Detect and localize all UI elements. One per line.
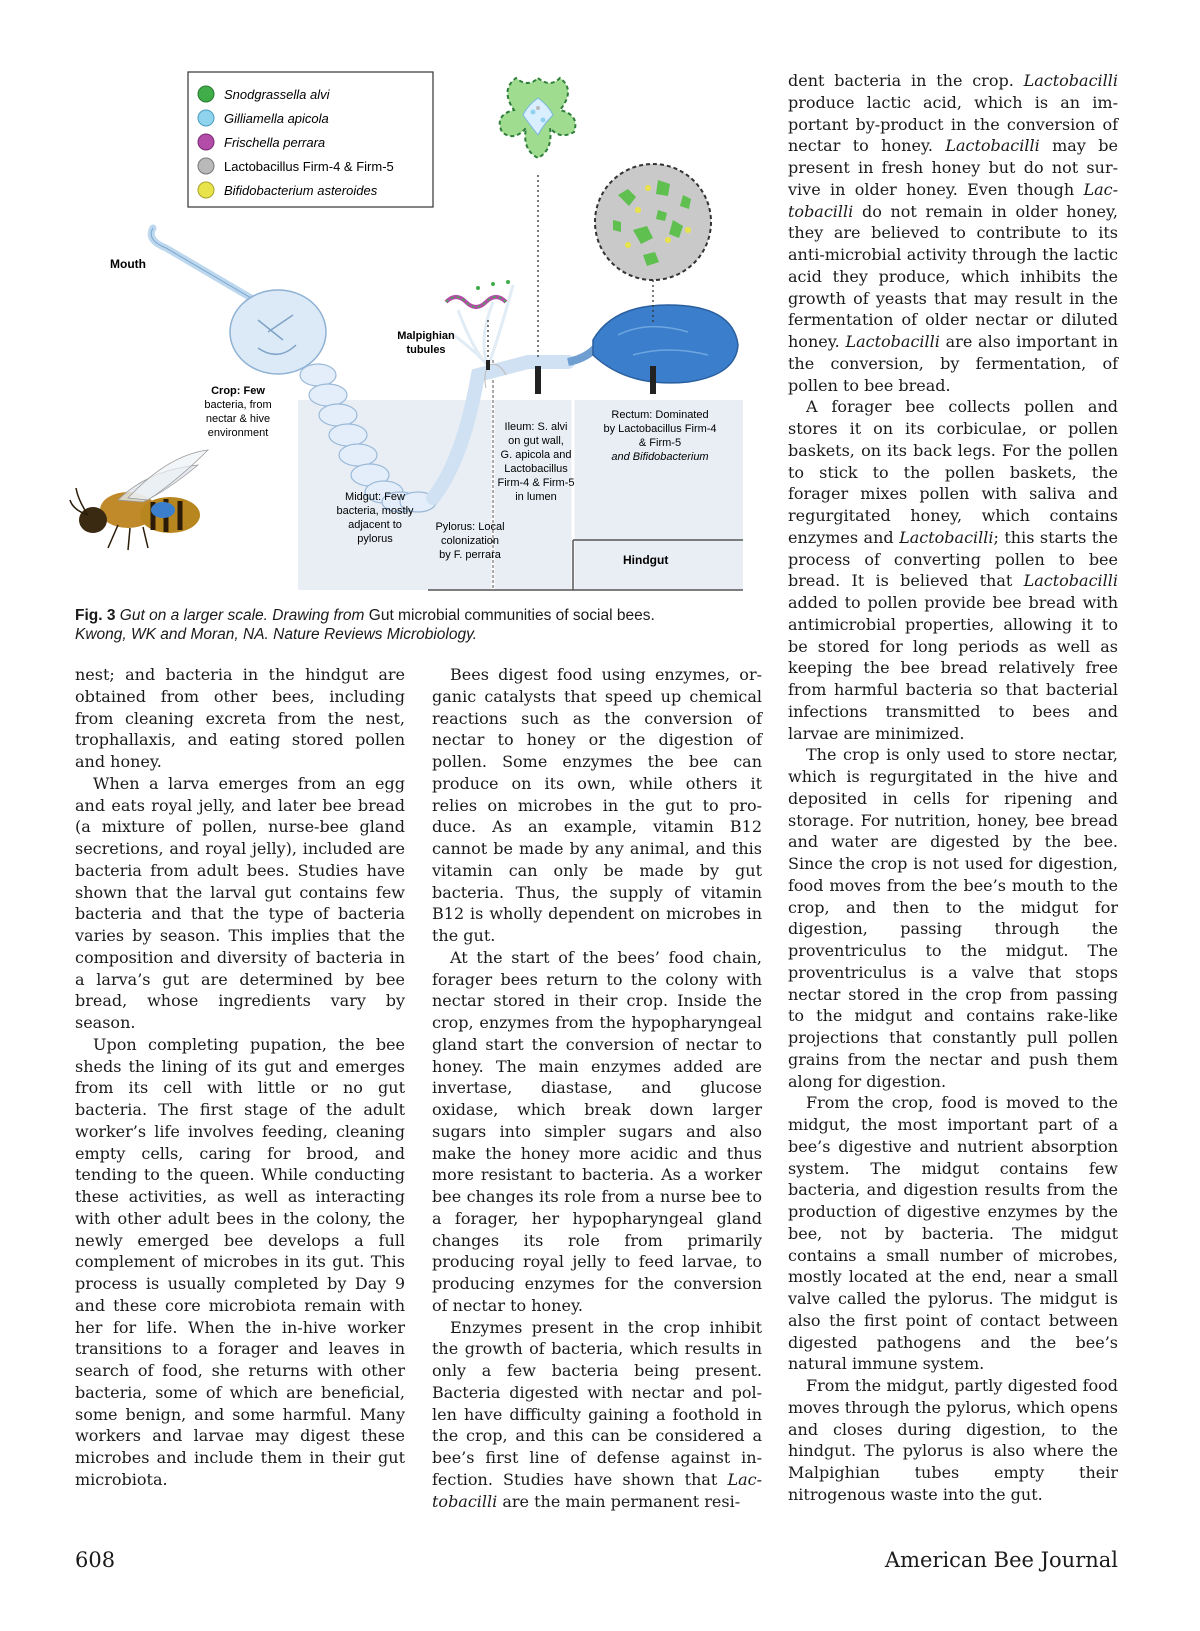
svg-text:bacteria, mostly: bacteria, mostly	[336, 505, 414, 517]
page-number: 608	[75, 1548, 116, 1572]
svg-text:tubules: tubules	[406, 344, 446, 356]
paragraph: Upon completing pupation, the bee sheds the lining of its gut and emerges from its cell with little or no gut bacteria. The first stage of the adult worker’s life involves feeding, cleaning empty cells, caring for brood, and tending to the queen. While conducting these activities, as well as interacting with other adult bees in the colony, the newly emerged bee develops a full complement of microbes in its gut. This process is usually completed by Day 9 and these core microbiota remain with her for life. When the in-hive worker transitions to a forager and leaves in search of food, she returns with other bacteria, some of which are beneficial, some benign, and some harmful. Many workers and larvae may digest these microbes and include them in their gut microbiota.	[75, 1034, 405, 1489]
svg-text:nectar & hive: nectar & hive	[205, 413, 271, 425]
pylorus-colonization-section	[446, 280, 510, 307]
legend-label-lactobacillus: Lactobacillus Firm-4 & Firm-5	[224, 159, 394, 174]
label-malpighian	[397, 330, 455, 356]
paragraph: Enzymes present in the crop inhibit the growth of bacteria, which results in only a few bacteria being present. Bacteria digested with nectar and pollen have difficulty gaining a foothold in the crop, and this can be considered a bee’s first line of defense against infection. Studies have shown that Lactobacilli are the main permanent resi-	[432, 1317, 762, 1511]
legend-swatch-snodgrassella	[198, 86, 214, 102]
paragraph: At the start of the bees’ food chain, forager bees return to the colony with nectar stored in their crop. Inside the crop, enzymes from the hypopharyngeal gland start the conversion of nectar to honey. The main enzymes added are invertase, diastase, and glucose oxidase, which break down larger sugars into simpler sugars and also make the honey more acidic and thus more resistant to bacteria. As a worker bee changes its role from a nurse bee to a forager, her hypopharyngeal gland changes its role from primarily producing royal jelly to feed larvae, to producing enzymes for the conversion of nectar to honey.	[432, 947, 762, 1315]
paragraph: From the crop, food is moved to the midgut, the most important part of a bee’s digestive and nutrient absorption system. The midgut contains few bacteria, and digestion results from the production of digestive enzymes by the bee, not by bacteria. The midgut contains a small number of microbes, mostly located at the end, near a small valve called the pylorus. The midgut is also the first point of contact between digested pathogens and the bee’s natural immune system.	[788, 1093, 1118, 1374]
label-crop	[204, 385, 271, 439]
paragraph: When a larva emerges from an egg and eats royal jelly, and later bee bread (a mixture of pollen, nurse-bee gland secretions, and royal jelly), included are bacteria from adult bees. Studies have shown that the larval gut contains few bacteria and that the type of bacteria varies by season. This implies that the composition and diversity of bacteria in a larva’s gut are determined by bee bread, whose ingredients vary by season.	[75, 773, 405, 1032]
legend-swatch-gilliamella	[198, 110, 214, 126]
label-pylorus	[435, 521, 504, 561]
caption-source-title: Gut microbial communities of social bees.	[368, 607, 655, 624]
legend-swatch-lactobacillus	[198, 158, 214, 174]
legend-label-gilliamella: Gilliamella apicola	[224, 111, 329, 126]
svg-text:Crop: Few: Crop: Few	[211, 385, 265, 397]
caption-label: Fig. 3	[75, 607, 116, 624]
legend-label-frischella: Frischella perrara	[224, 135, 326, 150]
svg-text:Firm-4 & Firm-5: Firm-4 & Firm-5	[497, 477, 575, 489]
gut-diagram	[110, 70, 758, 600]
caption-description: Gut on a larger scale. Drawing from	[115, 607, 369, 624]
svg-text:& Firm-5: & Firm-5	[638, 437, 682, 449]
paragraph: dent bacteria in the crop. Lactobacilli produce lactic acid, which is an important by-product in the conversion of nectar to honey. Lactobacilli may be present in fresh honey but do not survive in older honey. Even though Lactobacilli do not remain in older honey, they are believed to contribute to its anti-microbial activity through the lactic acid they produce, which inhibits the growth of yeasts that may result in the fermentation of older nectar or diluted honey. Lactobacilli are also important in the conversion, by fermentation, of pollen to bee bread.	[788, 71, 1118, 395]
svg-text:pylorus: pylorus	[357, 533, 393, 545]
svg-text:environment: environment	[207, 427, 269, 439]
svg-text:and Bifidobacterium: and Bifidobacterium	[611, 451, 709, 463]
svg-text:Malpighian: Malpighian	[397, 330, 455, 342]
caption-source-authors: Kwong, WK and Moran, NA. Nature Reviews Microbiology.	[75, 626, 478, 643]
svg-text:by F. perrara: by F. perrara	[439, 549, 501, 561]
svg-text:by Lactobacillus Firm-4: by Lactobacillus Firm-4	[603, 423, 717, 435]
svg-text:adjacent to: adjacent to	[348, 519, 402, 531]
svg-text:bacteria, from: bacteria, from	[204, 399, 272, 411]
svg-text:Rectum: Dominated: Rectum: Dominated	[611, 409, 709, 421]
svg-text:in lumen: in lumen	[515, 491, 557, 503]
svg-text:on gut wall,: on gut wall,	[508, 435, 564, 447]
label-hindgut: Hindgut	[623, 553, 669, 567]
paragraph: nest; and bacteria in the hindgut are obtained from other bees, including from cleaning excreta from the nest, trophallaxis, and eating stored pollen and honey.	[75, 665, 405, 771]
legend-label-bifidobacterium: Bifidobacterium asteroides	[224, 183, 378, 198]
svg-text:Ileum: S. alvi: Ileum: S. alvi	[504, 421, 568, 433]
paragraph: A forager bee collects pollen and stores it on its corbiculae, or pollen baskets, on its back legs. For the pollen to stick to the pollen baskets, the forager mixes pollen with saliva and regurgitated honey, which contains enzymes and Lactobacilli; this starts the process of converting pollen to bee bread. It is believed that Lactobacilli added to pollen provide bee bread with antimicrobial properties, allowing it to be stored for long periods as well as keeping the bee bread relatively free from harmful bacteria so that bacterial infections transmitted to bees and larvae are minimized.	[788, 397, 1118, 743]
gut-microbiota-figure	[110, 70, 758, 600]
svg-text:Midgut: Few: Midgut: Few	[345, 491, 405, 503]
rectum-organ	[593, 305, 738, 383]
honey-bee-illustration	[70, 450, 208, 550]
svg-text:G. apicola and: G. apicola and	[500, 449, 572, 461]
svg-text:Lactobacillus: Lactobacillus	[504, 463, 568, 475]
svg-text:colonization: colonization	[440, 535, 500, 547]
journal-name: American Bee Journal	[884, 1548, 1118, 1572]
ileum-cross-section	[500, 78, 576, 158]
svg-text:Pylorus: Local: Pylorus: Local	[435, 521, 505, 533]
label-mouth: Mouth	[110, 257, 146, 271]
esophagus-tube	[151, 228, 268, 308]
legend-label-snodgrassella: Snodgrassella alvi	[224, 87, 330, 102]
crop-organ	[230, 290, 326, 374]
paragraph: The crop is only used to store nectar, which is regurgitated in the hive and deposited in cells for ripening and storage. For nutrition, honey, bee bread and water are digested by the bee. Since the crop is not used for digestion, food moves from the bee’s mouth to the crop, and then to the midgut for digestion, passing through the proventriculus to the midgut. The proventriculus is a valve that stops nectar stored in the crop from passing to the midgut and contains rake-like projections that constantly pull pollen grains from the nectar and push them along for digestion.	[788, 745, 1118, 1091]
paragraph: Bees digest food using enzymes, organic catalysts that speed up chemical reactions such as the conversion of nectar to honey or the digestion of pollen. Some enzymes the bee can produce on its own, while others it relies on microbes in the gut to produce. As an example, vitamin B12 cannot be made by any animal, and this vitamin can only be made by gut bacteria. Thus, the supply of vitamin B12 is wholly dependent on microbes in the gut.	[432, 665, 762, 945]
paragraph: From the midgut, partly digested food moves through the pylorus, which opens and closes during digestion, to the hindgut. The pylorus is also where the Malpighian tubes empty their nitrogenous waste into the gut.	[788, 1376, 1118, 1504]
figure-caption	[75, 606, 765, 644]
text-column-2	[432, 664, 762, 1512]
text-column-3	[788, 70, 1118, 1506]
rectum-cross-section	[595, 164, 711, 280]
legend-swatch-frischella	[198, 134, 214, 150]
legend-swatch-bifidobacterium	[198, 182, 214, 198]
text-column-1	[75, 664, 405, 1491]
